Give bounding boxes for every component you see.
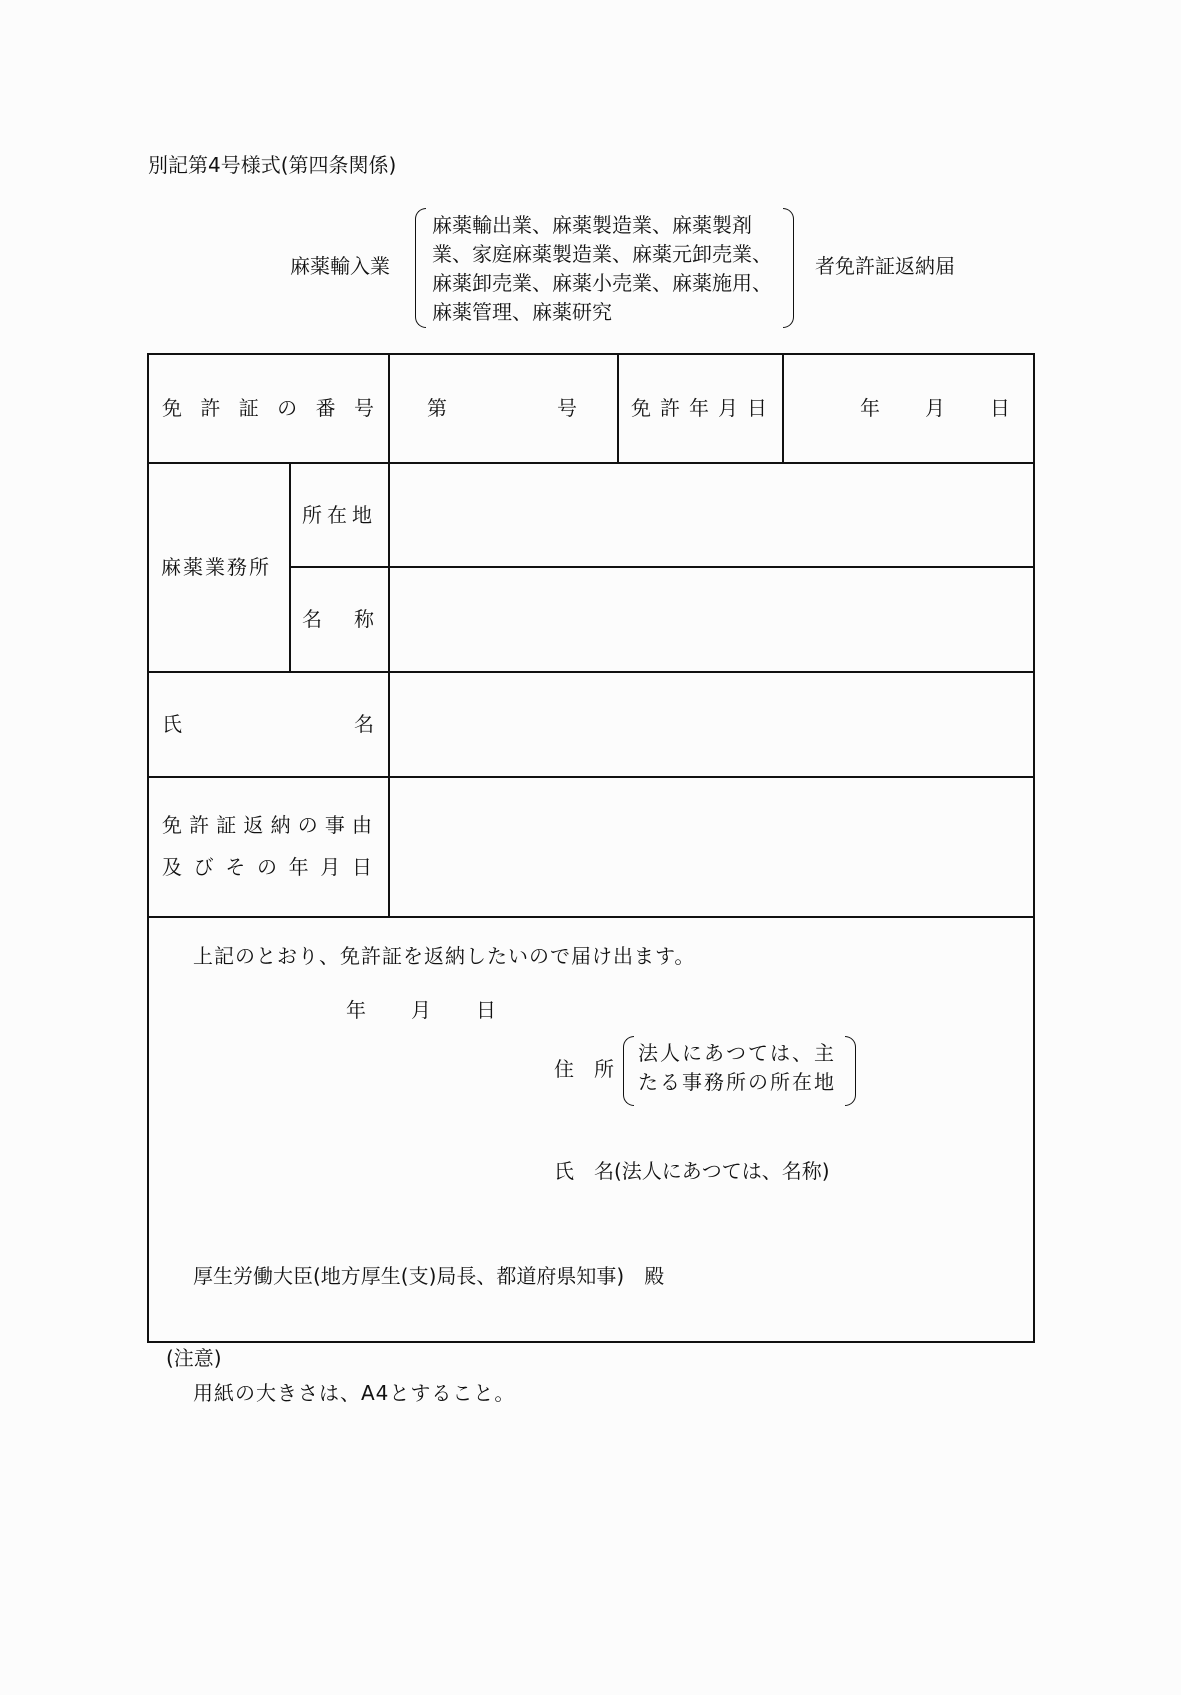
column-divider — [782, 353, 784, 462]
right-brace — [845, 1036, 856, 1106]
title-option-line: 麻薬管理、麻薬研究 — [432, 300, 612, 324]
office-label: 麻薬業務所 — [161, 555, 271, 579]
row-divider — [147, 916, 1035, 918]
reason-field[interactable] — [390, 778, 1032, 915]
right-brace — [783, 208, 794, 328]
office-location-label: 所在地 — [302, 503, 377, 527]
license-date-field[interactable]: 年 月 日 — [860, 396, 1010, 420]
office-name-label: 名 称 — [302, 607, 374, 631]
form-label: 別記第4号様式(第四条関係) — [148, 153, 397, 177]
license-date-label: 免 許 年 月 日 — [631, 396, 767, 420]
title-option-line: 業、家庭麻薬製造業、麻薬元卸売業、 — [432, 242, 772, 266]
title-options — [432, 211, 772, 327]
left-brace — [415, 208, 426, 328]
title-option-line: 麻薬卸売業、麻薬小売業、麻薬施用、 — [432, 271, 772, 295]
address-note: 法人にあつては、主 たる事務所の所在地 — [638, 1041, 836, 1094]
title-suffix: 者免許証返納届 — [815, 254, 955, 278]
office-name-field[interactable] — [390, 568, 1032, 670]
title-option-line: 麻薬輸出業、麻薬製造業、麻薬製剤 — [432, 213, 752, 237]
address-label: 住 所 — [554, 1057, 614, 1081]
column-divider — [289, 462, 291, 671]
office-location-field[interactable] — [390, 464, 1032, 565]
declaration-date[interactable]: 年 月 日 — [346, 998, 496, 1022]
reason-label-line2: 及 び そ の 年 月 日 — [162, 855, 372, 879]
reason-label-line1: 免 許 証 返 納 の 事 由 — [162, 813, 372, 837]
addressee: 厚生労働大臣(地方厚生(支)局長、都道府県知事) 殿 — [193, 1264, 665, 1288]
left-brace — [623, 1036, 634, 1106]
table-border-bottom — [147, 1341, 1035, 1343]
title-prefix: 麻薬輸入業 — [290, 254, 390, 278]
address-field[interactable] — [1000, 1040, 1001, 1041]
license-number-field[interactable]: 第 号 — [427, 396, 577, 420]
notes-heading: (注意) — [166, 1346, 222, 1370]
license-number-label: 免 許 証 の 番 号 — [162, 396, 374, 420]
table-border-right — [1033, 353, 1035, 1343]
applicant-name-label: 氏 名(法人にあつては、名称) — [554, 1159, 830, 1183]
name-label: 氏 名 — [162, 712, 374, 736]
name-field[interactable] — [390, 673, 1032, 775]
table-border-top — [147, 353, 1035, 355]
note-item: 用紙の大きさは、A4とすること。 — [193, 1381, 516, 1405]
declaration-statement: 上記のとおり、免許証を返納したいので届け出ます。 — [193, 944, 696, 968]
table-border-left — [147, 353, 149, 1343]
column-divider — [617, 353, 619, 462]
